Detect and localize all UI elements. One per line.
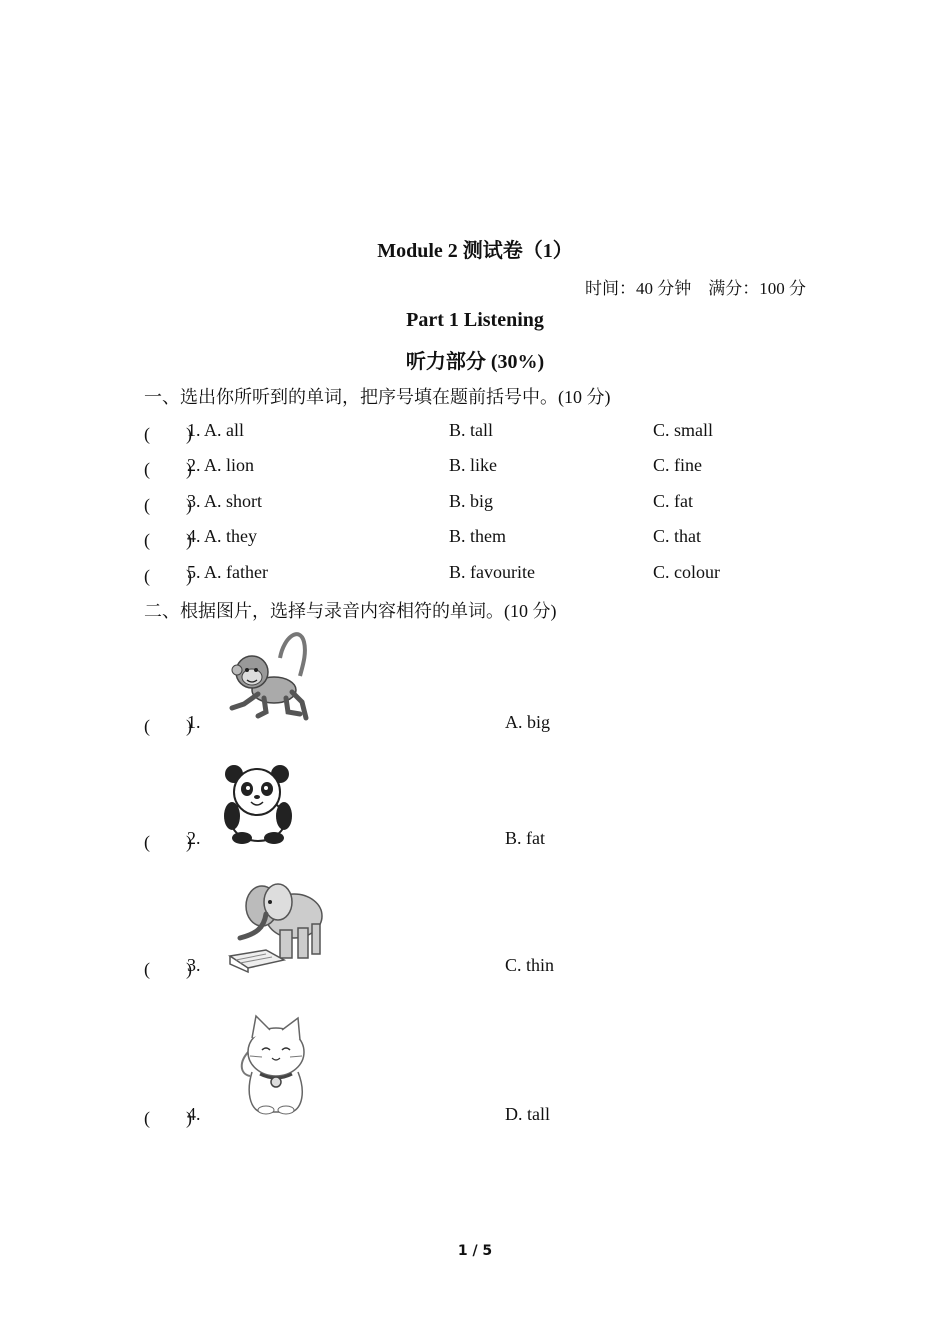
option-c: C. small (653, 420, 714, 440)
part-subtitle: 听力部分 (30%) (405, 351, 545, 373)
option-a: 3. A. short (187, 491, 263, 511)
option-b: B. tall (449, 420, 493, 440)
answer-bracket[interactable]: ( ) (144, 566, 192, 586)
answer-bracket[interactable]: ( ) (144, 495, 192, 515)
word-option: C. thin (505, 955, 555, 975)
monkey-icon (222, 628, 312, 723)
option-a: 5. A. father (187, 562, 268, 582)
page-number: 1 / 5 (457, 1243, 493, 1259)
answer-bracket[interactable]: ( ) (144, 1108, 192, 1128)
option-a: 4. A. they (187, 526, 257, 546)
picture-question-row (144, 1104, 844, 1130)
section2-heading: 二、根据图片，选择与录音内容相符的单词。(10 分) (144, 601, 557, 621)
answer-bracket[interactable]: ( ) (144, 716, 192, 736)
option-c: C. fat (653, 491, 693, 511)
picture-question-row (144, 828, 844, 854)
question-row (144, 526, 844, 552)
page-title: Module 2 测试卷（1） (377, 240, 573, 262)
cat-icon (236, 1012, 314, 1116)
option-c: C. colour (653, 562, 720, 582)
option-c: C. that (653, 526, 701, 546)
option-b: B. big (449, 491, 494, 511)
option-b: B. like (449, 455, 497, 475)
picture-question-row (144, 712, 844, 738)
part-title: Part 1 Listening (406, 309, 544, 331)
option-a: 1. A. all (187, 420, 244, 440)
word-option: D. tall (505, 1104, 550, 1124)
question-row (144, 562, 844, 588)
picture-question-row (144, 955, 844, 981)
question-number: 1. (187, 712, 201, 732)
option-a: 2. A. lion (187, 455, 255, 475)
question-row (144, 420, 844, 446)
option-c: C. fine (653, 455, 702, 475)
option-b: B. them (449, 526, 506, 546)
time-info: 时间：40 分钟 满分：100 分 (585, 279, 806, 298)
question-number: 2. (187, 828, 201, 848)
question-number: 3. (187, 955, 201, 975)
answer-bracket[interactable]: ( ) (144, 424, 192, 444)
section1-heading: 一、选出你所听到的单词，把序号填在题前括号中。(10 分) (144, 387, 611, 407)
answer-bracket[interactable]: ( ) (144, 959, 192, 979)
answer-bracket[interactable]: ( ) (144, 530, 192, 550)
answer-bracket[interactable]: ( ) (144, 459, 192, 479)
word-option: B. fat (505, 828, 545, 848)
question-number: 4. (187, 1104, 201, 1124)
word-option: A. big (505, 712, 550, 732)
question-row (144, 455, 844, 481)
question-row (144, 491, 844, 517)
option-b: B. favourite (449, 562, 535, 582)
answer-bracket[interactable]: ( ) (144, 832, 192, 852)
